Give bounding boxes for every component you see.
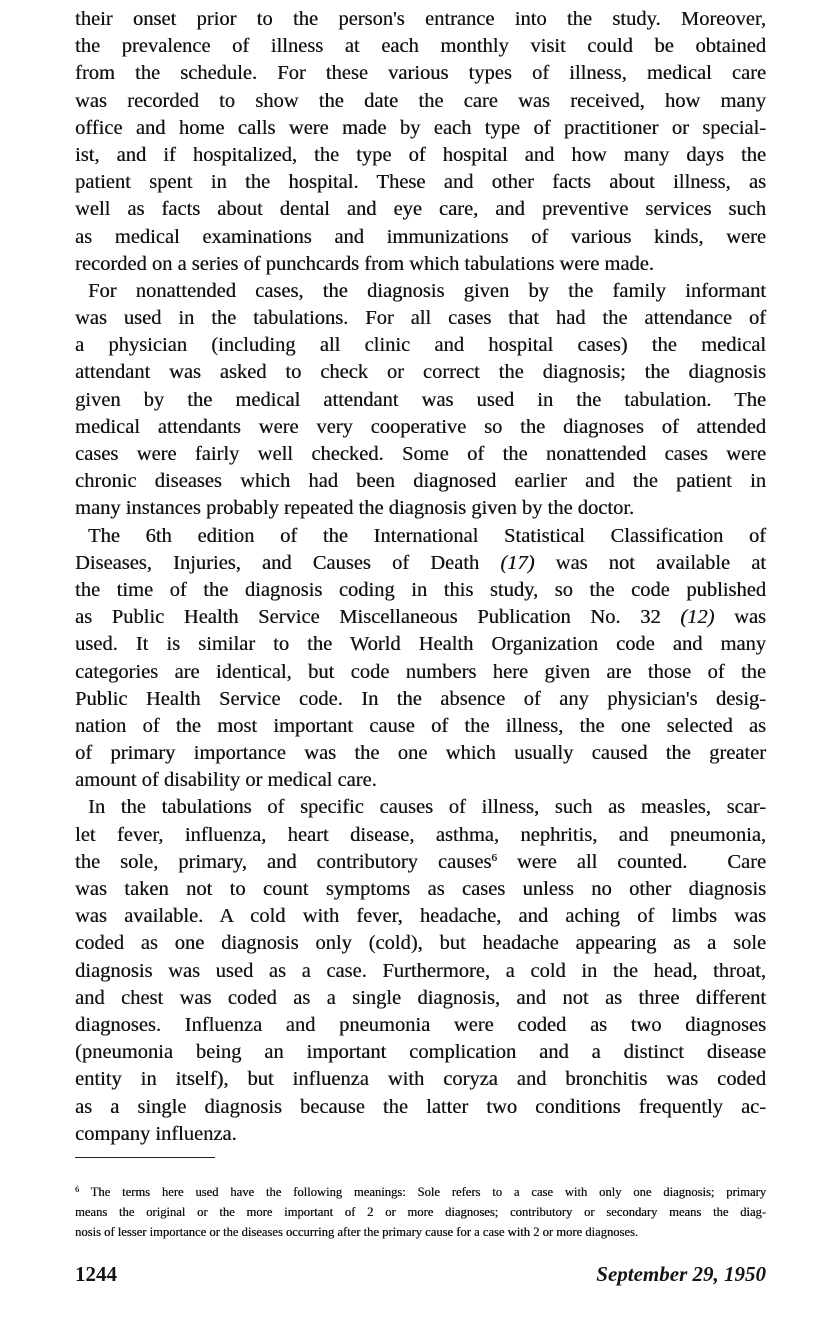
- footnote-line: [75, 1182, 766, 1202]
- text-line: [75, 60, 766, 87]
- text-line: [75, 1066, 766, 1093]
- issue-date: September 29, 1950: [596, 1262, 766, 1286]
- line-text: medical attendants were very cooperative so the diagnoses of attended: [75, 415, 766, 438]
- text-line: [75, 1012, 766, 1039]
- line-text: attendant was asked to check or correct the diagnosis; the diagnosis: [75, 361, 766, 384]
- text-line: [75, 224, 766, 251]
- text-line: [75, 169, 766, 196]
- text-line: [75, 441, 766, 468]
- text-line: [75, 332, 766, 359]
- text-line: [75, 196, 766, 223]
- line-text: from the schedule. For these various types of illness, medical care: [75, 62, 766, 85]
- line-text: chronic diseases which had been diagnosed earlier and the patient in: [75, 470, 766, 493]
- line-text: as a single diagnosis because the latter two conditions frequently ac-: [75, 1095, 766, 1118]
- footnote-text: means the original or the more important of 2 or more diagnoses; contributory or secondary means the diag-: [75, 1205, 766, 1219]
- line-text: as Public Health Service Miscellaneous Publication No. 32: [75, 606, 661, 629]
- citation-reference: (12): [680, 606, 715, 629]
- line-text: diagnosis was used as a case. Furthermore, a cold in the head, throat,: [75, 959, 766, 982]
- text-line: [75, 1094, 766, 1121]
- footnote-text: The terms here used have the following meanings: Sole refers to a case with only one diagnosis; primary: [79, 1185, 766, 1199]
- line-text: the sole, primary, and contributory causes: [75, 850, 492, 873]
- line-text: many instances probably repeated the diagnosis given by the doctor.: [75, 497, 635, 520]
- line-text: patient spent in the hospital. These and other facts about illness, as: [75, 171, 766, 194]
- citation-reference: (17): [500, 551, 535, 574]
- text-line: [75, 387, 766, 414]
- line-text: office and home calls were made by each type of practitioner or special-: [75, 116, 766, 139]
- text-line: [75, 305, 766, 332]
- line-text: let fever, influenza, heart disease, asthma, nephritis, and pneumonia,: [75, 823, 766, 846]
- page-number: 1244: [75, 1262, 117, 1286]
- line-text: amount of disability or medical care.: [75, 769, 377, 792]
- line-text: and chest was coded as a single diagnosis, and not as three different: [75, 986, 766, 1009]
- line-text: was available. A cold with fever, headache, and aching of limbs was: [75, 905, 766, 928]
- line-text: diagnoses. Influenza and pneumonia were coded as two diagnoses: [75, 1013, 766, 1036]
- text-line: [75, 577, 766, 604]
- line-text: the time of the diagnosis coding in this study, so the code published: [75, 578, 766, 601]
- line-text: categories are identical, but code numbers here given are those of the: [75, 660, 766, 683]
- footnote-text: nosis of lesser importance or the diseases occurring after the primary cause for a case with 2 or more diagnoses.: [75, 1225, 639, 1239]
- text-line: [75, 142, 766, 169]
- line-text: nation of the most important cause of the illness, the one selected as: [75, 714, 766, 737]
- text-line: [75, 550, 766, 577]
- line-text: ist, and if hospitalized, the type of hospital and how many days the: [75, 143, 766, 166]
- footnote-mark: 6: [75, 1185, 79, 1194]
- line-text: was recorded to show the date the care was received, how many: [75, 89, 766, 112]
- text-line: [75, 794, 766, 821]
- line-text: well as facts about dental and eye care, and preventive services such: [75, 198, 766, 221]
- line-text: The 6th edition of the International Statistical Classification of: [88, 524, 766, 547]
- line-text: as medical examinations and immunizations of various kinds, were: [75, 225, 766, 248]
- text-line: [75, 985, 766, 1012]
- text-line: [75, 930, 766, 957]
- text-line: [75, 740, 766, 767]
- text-line: [75, 903, 766, 930]
- line-text: given by the medical attendant was used in the tabulation. The: [75, 388, 766, 411]
- text-line: [75, 958, 766, 985]
- page-footer: [75, 1262, 766, 1287]
- text-line: [75, 6, 766, 33]
- text-line: [75, 115, 766, 142]
- line-text: the prevalence of illness at each monthly visit could be obtained: [75, 35, 766, 58]
- line-text: coded as one diagnosis only (cold), but headache appearing as a sole: [75, 932, 766, 955]
- line-text: was taken not to count symptoms as cases unless no other diagnosis: [75, 878, 766, 900]
- footnote-line: [75, 1222, 766, 1242]
- text-line: [75, 686, 766, 713]
- line-text: Public Health Service code. In the absence of any physician's desig-: [75, 687, 766, 710]
- line-text: recorded on a series of punchcards from which tabulations were made.: [75, 252, 654, 275]
- line-text: Diseases, Injuries, and Causes of Death: [75, 551, 480, 574]
- line-text: was used in the tabulations. For all cases that had the attendance of: [75, 307, 766, 330]
- paragraph: [75, 278, 766, 523]
- text-line: [75, 1121, 766, 1148]
- line-text: their onset prior to the person's entrance into the study. Moreover,: [75, 8, 766, 30]
- text-line: [75, 822, 766, 849]
- line-text: cases were fairly well checked. Some of the nonattended cases were: [75, 443, 766, 465]
- text-line: [75, 495, 766, 522]
- text-line: [75, 849, 766, 876]
- text-line: [75, 251, 766, 278]
- paragraph: [75, 794, 766, 1147]
- line-text: (pneumonia being an important complication and a distinct disease: [75, 1041, 766, 1064]
- paragraph: [75, 6, 766, 278]
- text-line: [75, 88, 766, 115]
- line-text: In the tabulations of specific causes of illness, such as measles, scar-: [88, 796, 766, 819]
- text-line: [75, 1039, 766, 1066]
- paragraph: [75, 523, 766, 795]
- line-text: used. It is similar to the World Health Organization code and many: [75, 633, 766, 656]
- line-text: of primary importance was the one which usually caused the greater: [75, 742, 766, 765]
- text-line: [75, 631, 766, 658]
- text-line: [75, 604, 766, 631]
- text-line: [75, 523, 766, 550]
- text-line: [75, 468, 766, 495]
- footnote-line: [75, 1202, 766, 1222]
- footnote: [75, 1182, 766, 1242]
- text-line: [75, 767, 766, 794]
- line-text: For nonattended cases, the diagnosis given by the family informant: [88, 279, 766, 302]
- line-text: were all counted. Care: [496, 850, 766, 873]
- line-text: entity in itself), but influenza with coryza and bronchitis was coded: [75, 1068, 766, 1091]
- footnote-rule: [75, 1157, 215, 1158]
- text-line: [75, 278, 766, 305]
- text-line: [75, 33, 766, 60]
- text-line: [75, 414, 766, 441]
- text-line: [75, 876, 766, 903]
- line-text: a physician (including all clinic and hospital cases) the medical: [75, 334, 766, 357]
- text-line: [75, 359, 766, 386]
- body-text: [75, 6, 766, 1148]
- text-line: [75, 659, 766, 686]
- line-text: was: [714, 606, 766, 629]
- line-text: was not available at: [534, 551, 766, 574]
- line-text: company influenza.: [75, 1122, 237, 1145]
- footnote-reference: 6: [491, 851, 497, 864]
- text-line: [75, 713, 766, 740]
